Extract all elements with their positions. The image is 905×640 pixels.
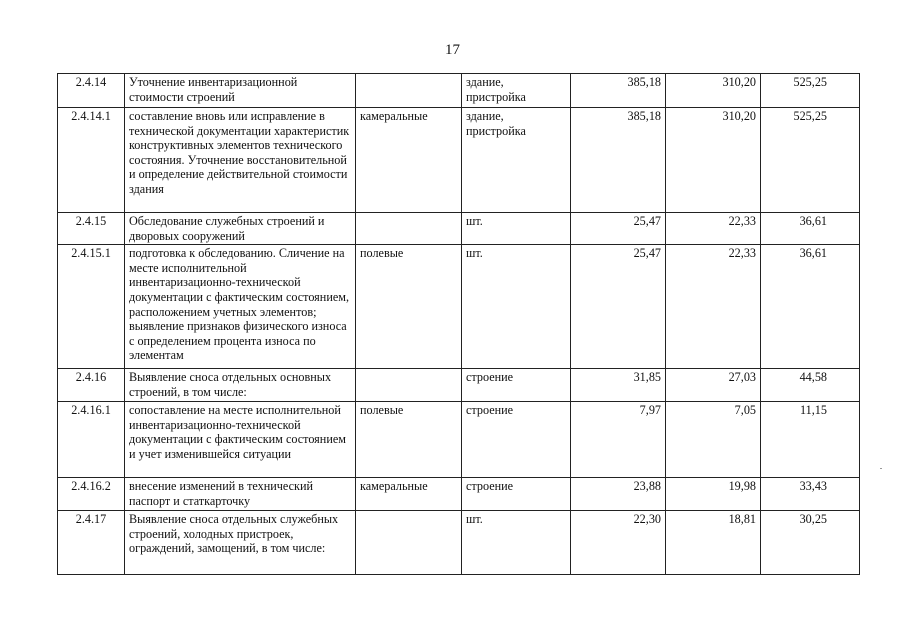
item-description: Выявление сноса отдельных служебных строений, холодных пристроек, ограждений, замощений, в том числе: (125, 511, 356, 575)
table-row (58, 74, 860, 108)
item-code: 2.4.16 (58, 369, 125, 402)
rate-2: 22,33 (666, 213, 761, 245)
item-description: Обследование служебных строений и дворовых сооружений (125, 213, 356, 245)
table-row (58, 108, 860, 213)
scan-artifact (880, 468, 882, 469)
rate-3: 525,25 (761, 108, 860, 213)
work-type (356, 369, 462, 402)
unit: строение (462, 369, 571, 402)
page-number: 17 (445, 42, 460, 58)
unit: здание, пристройка (462, 74, 571, 108)
rate-1: 25,47 (571, 213, 666, 245)
rate-2: 310,20 (666, 74, 761, 108)
table-row (58, 213, 860, 245)
rate-3: 44,58 (761, 369, 860, 402)
item-code: 2.4.14.1 (58, 108, 125, 213)
table-row (58, 478, 860, 511)
work-type (356, 511, 462, 575)
item-code: 2.4.15.1 (58, 245, 125, 369)
item-code: 2.4.17 (58, 511, 125, 575)
work-type: камеральные (356, 478, 462, 511)
rate-2: 7,05 (666, 402, 761, 478)
item-code: 2.4.15 (58, 213, 125, 245)
table-row (58, 245, 860, 369)
rate-1: 7,97 (571, 402, 666, 478)
rate-2: 18,81 (666, 511, 761, 575)
work-type: полевые (356, 402, 462, 478)
rate-2: 310,20 (666, 108, 761, 213)
unit: здание, пристройка (462, 108, 571, 213)
unit: шт. (462, 213, 571, 245)
work-type: полевые (356, 245, 462, 369)
item-code: 2.4.16.2 (58, 478, 125, 511)
rate-2: 19,98 (666, 478, 761, 511)
item-description: Уточнение инвентаризационной стоимости строений (125, 74, 356, 108)
rate-1: 22,30 (571, 511, 666, 575)
rate-3: 33,43 (761, 478, 860, 511)
rate-3: 11,15 (761, 402, 860, 478)
rate-3: 36,61 (761, 213, 860, 245)
rates-table (57, 73, 860, 575)
table-row (58, 369, 860, 402)
rate-3: 36,61 (761, 245, 860, 369)
item-description: сопоставление на месте исполнительной инвентаризационно-технической документации с фактическим состоянием и учет изменившейся ситуации (125, 402, 356, 478)
item-description: внесение изменений в технический паспорт и статкарточку (125, 478, 356, 511)
unit: строение (462, 402, 571, 478)
rate-3: 30,25 (761, 511, 860, 575)
rate-2: 27,03 (666, 369, 761, 402)
work-type (356, 74, 462, 108)
item-code: 2.4.14 (58, 74, 125, 108)
table-row (58, 511, 860, 575)
item-code: 2.4.16.1 (58, 402, 125, 478)
rate-1: 23,88 (571, 478, 666, 511)
work-type: камеральные (356, 108, 462, 213)
rate-3: 525,25 (761, 74, 860, 108)
unit: строение (462, 478, 571, 511)
unit: шт. (462, 245, 571, 369)
rate-1: 31,85 (571, 369, 666, 402)
item-description: подготовка к обследованию. Сличение на месте исполнительной инвентаризационно-технической документации с фактическим состоянием, расположением учетных элементов; выявление признаков физического износа с определением процента износа по элементам (125, 245, 356, 369)
rate-2: 22,33 (666, 245, 761, 369)
item-description: составление вновь или исправление в технической документации характеристик конструктивных элементов технического состояния. Уточнение восстановительной и определение действительной стоимости здания (125, 108, 356, 213)
rate-1: 25,47 (571, 245, 666, 369)
item-description: Выявление сноса отдельных основных строений, в том числе: (125, 369, 356, 402)
unit: шт. (462, 511, 571, 575)
work-type (356, 213, 462, 245)
table-row (58, 402, 860, 478)
rate-1: 385,18 (571, 74, 666, 108)
rate-1: 385,18 (571, 108, 666, 213)
